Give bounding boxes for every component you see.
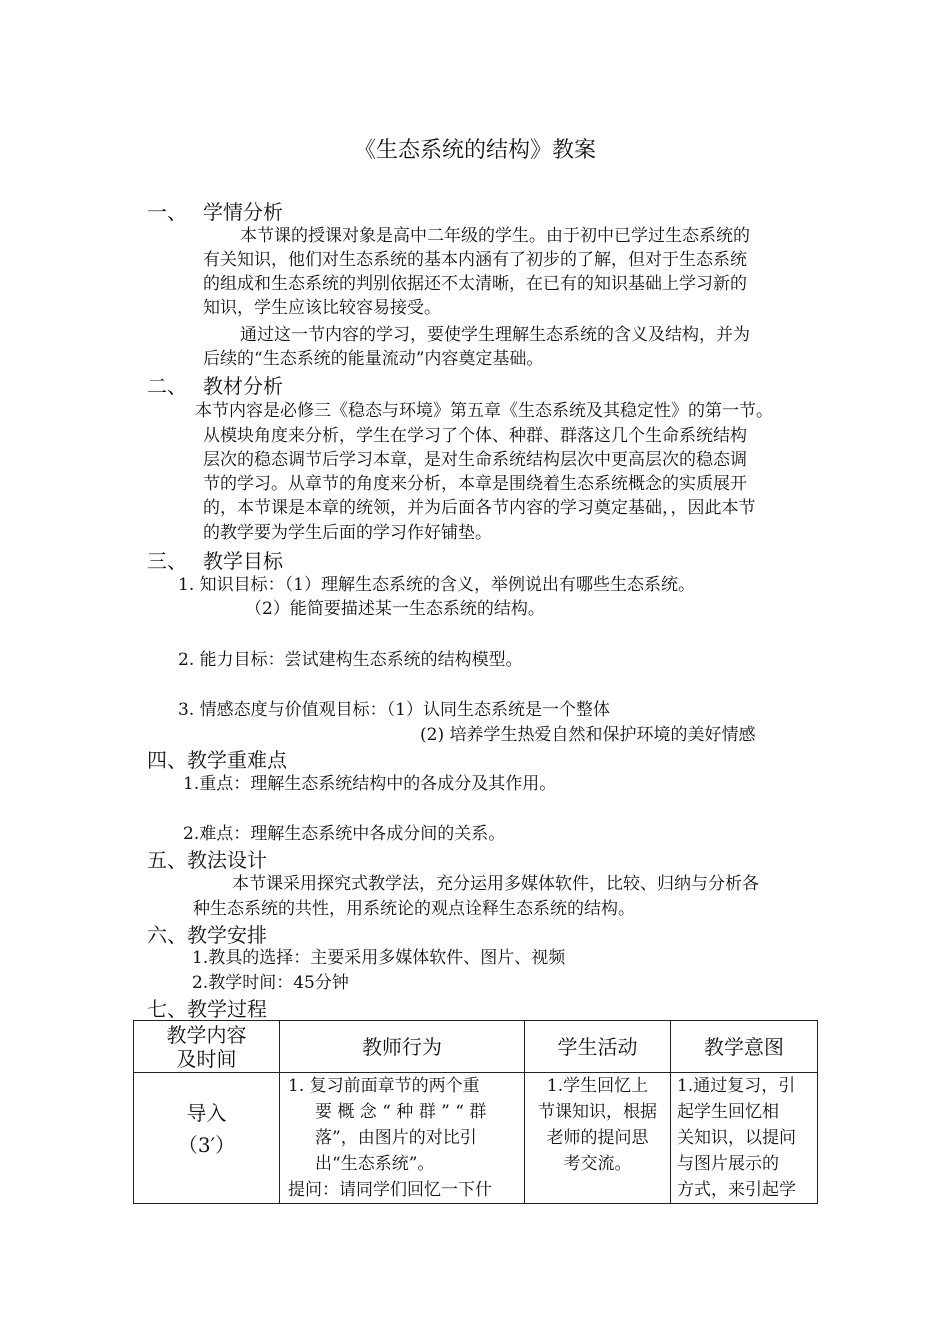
key-point-item: 2.难点：理解生态系统中各成分间的关系。 <box>183 824 506 844</box>
arrangement-item: 1.教具的选择：主要采用多媒体软件、图片、视频 <box>192 948 566 968</box>
objective-item: (2) 培养学生热爱自然和保护环境的美好情感 <box>420 725 756 745</box>
header-intent: 教学意图 <box>671 1021 818 1073</box>
section-1-line: 有关知识，他们对生态系统的基本内涵有了初步的了解，但对于生态系统 <box>203 250 747 270</box>
student-line: 考交流。 <box>563 1154 632 1174</box>
section-2-line: 的教学要为学生后面的学习作好铺垫。 <box>203 523 492 543</box>
objective-item: 1. 知识目标：（1）理解生态系统的含义，举例说出有哪些生态系统。 <box>178 575 695 595</box>
section-1-line: 本节课的授课对象是高中二年级的学生。由于初中已学过生态系统的 <box>240 226 750 246</box>
section-3-heading: 教学目标 <box>203 549 283 573</box>
section-1-line: 知识，学生应该比较容易接受。 <box>203 298 441 318</box>
section-2-line: 层次的稳态调节后学习本章，是对生命系统结构层次中更高层次的稳态调 <box>203 450 747 470</box>
objective-item: 3. 情感态度与价值观目标：（1）认同生态系统是一个整体 <box>178 700 610 720</box>
section-6-heading: 六、教学安排 <box>147 923 267 947</box>
intent-line: 方式，来引起学 <box>677 1180 796 1200</box>
header-content-time-label: 教学内容 及时间 <box>166 1022 247 1071</box>
section-2-line: 从模块角度来分析，学生在学习了个体、种群、群落这几个生命系统结构 <box>203 426 747 446</box>
section-2-line: 的，本节课是本章的统领，并为后面各节内容的学习奠定基础，，因此本节 <box>203 498 756 518</box>
header-teacher: 教师行为 <box>280 1021 525 1073</box>
teacher-line: 1. 复习前面章节的两个重 <box>288 1076 480 1096</box>
section-1-number: 一、 <box>147 200 187 224</box>
intent-line: 起学生回忆相 <box>677 1102 779 1122</box>
teacher-action-cell <box>280 1073 525 1204</box>
section-1-heading: 学情分析 <box>203 200 283 224</box>
student-activity-cell <box>525 1073 671 1204</box>
student-line: 老师的提问思 <box>546 1128 649 1148</box>
section-2-line: 节的学习。从章节的角度来分析，本章是围绕着生态系统概念的实质展开 <box>203 474 747 494</box>
row-content-cell <box>134 1073 280 1204</box>
student-line: 节课知识，根据 <box>538 1102 657 1122</box>
section-1-line: 后续的“生态系统的能量流动”内容奠定基础。 <box>203 349 544 369</box>
content-label: 导入 <box>186 1101 227 1125</box>
section-2-line: 本节内容是必修三《稳态与环境》第五章《生态系统及其稳定性》的第一节。 <box>195 401 773 421</box>
header-content-time <box>134 1021 280 1073</box>
section-1-line: 通过这一节内容的学习，要使学生理解生态系统的含义及结构，并为 <box>240 325 750 345</box>
teaching-intent-cell <box>671 1073 818 1204</box>
header-student: 学生活动 <box>525 1021 671 1073</box>
intent-line: 关知识，以提问 <box>677 1128 796 1148</box>
section-3-number: 三、 <box>147 549 187 573</box>
intent-line: 1.通过复习，引 <box>677 1076 796 1096</box>
key-point-item: 1.重点：理解生态系统结构中的各成分及其作用。 <box>183 774 557 794</box>
time-label: （3′） <box>177 1133 236 1157</box>
section-5-line: 种生态系统的共性，用系统论的观点诠释生态系统的结构。 <box>193 899 635 919</box>
section-7-heading: 七、教学过程 <box>147 997 267 1021</box>
section-5-heading: 五、教法设计 <box>147 848 267 872</box>
teacher-line: 要 概 念 “ 种 群 ” “ 群 <box>315 1102 487 1122</box>
section-4-heading: 四、教学重难点 <box>147 748 287 772</box>
page-title: 《生态系统的结构》教案 <box>353 138 596 163</box>
teacher-line: 出“生态系统”。 <box>315 1154 435 1174</box>
section-2-number: 二、 <box>147 374 187 398</box>
teacher-line: 落”，由图片的对比引 <box>315 1128 477 1148</box>
student-line: 1.学生回忆上 <box>546 1076 649 1096</box>
objective-item: （2）能简要描述某一生态系统的结构。 <box>245 599 545 619</box>
section-1-line: 的组成和生态系统的判别依据还不太清晰，在已有的知识基础上学习新的 <box>203 274 747 294</box>
arrangement-item: 2.教学时间：45分钟 <box>192 973 349 993</box>
objective-item: 2. 能力目标：尝试建构生态系统的结构模型。 <box>178 650 523 670</box>
teaching-process-table <box>133 1020 818 1204</box>
intent-line: 与图片展示的 <box>677 1154 779 1174</box>
section-5-line: 本节课采用探究式教学法，充分运用多媒体软件，比较、归纳与分析各 <box>232 874 759 894</box>
section-2-heading: 教材分析 <box>203 374 283 398</box>
teacher-line: 提问：请同学们回忆一下什 <box>288 1180 492 1200</box>
